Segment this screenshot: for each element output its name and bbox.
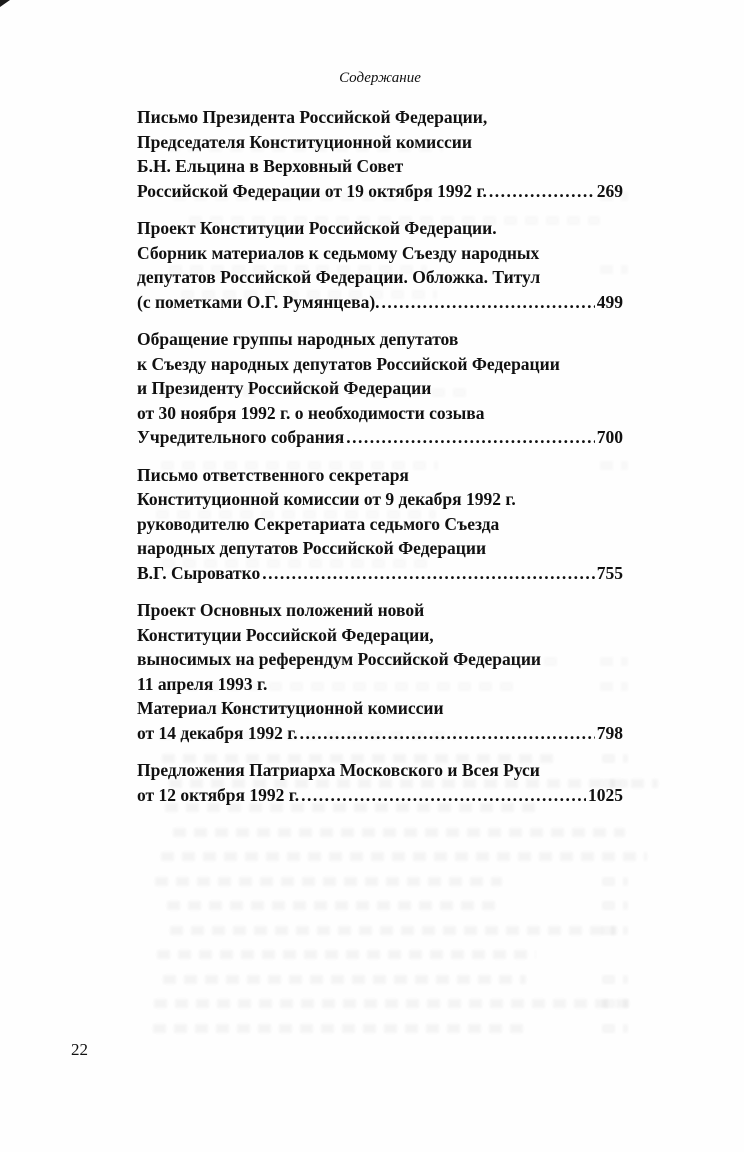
toc-entry-line: (с пометками О.Г. Румянцева).: [137, 291, 380, 312]
toc-entry-lastline: [137, 179, 623, 204]
bleed-through-text: [163, 975, 526, 984]
toc-list: [137, 105, 623, 807]
toc-page-number: 755: [596, 562, 623, 583]
page-number: 22: [71, 1040, 88, 1059]
toc-entry-line: Материал Конституционной комиссии: [137, 698, 444, 718]
toc-entry-line: от 30 ноября 1992 г. о необходимости созыва: [137, 402, 485, 423]
bleed-through-text: [161, 852, 647, 861]
toc-entry-line: от 14 декабря 1992 г.: [137, 722, 298, 743]
toc-entry-lastline: [137, 290, 623, 315]
toc-content: [137, 70, 623, 820]
dot-leader: [262, 561, 594, 586]
toc-page-number: 499: [596, 291, 623, 312]
toc-page-number: 700: [596, 427, 623, 447]
bleed-through-text: [602, 901, 628, 910]
toc-entry-line: руководителю Секретариата седьмого Съезда: [137, 513, 500, 534]
toc-entry-line: Сборник материалов к седьмому Съезду народных: [137, 242, 540, 263]
toc-entry: [137, 327, 623, 450]
bleed-through-text: [173, 828, 625, 837]
toc-entry: [137, 598, 623, 745]
toc-entry-line: Конституционной комиссии от 9 декабря 1992 г.: [137, 489, 516, 509]
bleed-through-text: [602, 975, 628, 984]
bleed-through-text: [153, 1024, 526, 1033]
toc-entry-line: и Президенту Российской Федерации: [137, 378, 432, 398]
toc-entry-line: Предложения Патриарха Московского и Всея Руси: [137, 760, 540, 780]
toc-entry-line: Проект Конституции Российской Федерации.: [137, 218, 497, 238]
scan-corner-artifact: [0, 0, 10, 7]
toc-entry-line: Учредительного собрания: [137, 427, 345, 447]
toc-entry: [137, 758, 623, 807]
bleed-through-text: [167, 901, 497, 910]
bleed-through-text: [602, 1024, 628, 1033]
toc-entry: [137, 216, 623, 314]
toc-entry-line: Проект Основных положений новой: [137, 600, 425, 620]
bleed-through-text: [602, 999, 628, 1008]
toc-entry-line: Российской Федерации от 19 октября 1992 г.: [137, 180, 487, 201]
toc-page-number: 798: [596, 722, 623, 743]
toc-entry-line: от 12 октября 1992 г.: [137, 784, 300, 805]
toc-entry-lastline: [137, 783, 623, 808]
toc-entry: [137, 463, 623, 586]
toc-page-number: 269: [596, 180, 623, 201]
toc-entry-line: Б.Н. Ельцина в Верховный Совет: [137, 156, 404, 176]
bleed-through-text: [154, 999, 633, 1008]
page-header: Содержание: [339, 70, 421, 86]
bleed-through-text: [602, 877, 628, 886]
bleed-through-text: [155, 877, 502, 886]
toc-page-number: 1025: [588, 784, 623, 805]
toc-entry-lastline: [137, 561, 623, 586]
dot-leader: [346, 425, 595, 450]
toc-entry-line: Письмо Президента Российской Федерации,: [137, 107, 488, 127]
toc-entry-line: Председателя Конституционной комиссии: [137, 131, 472, 152]
bleed-through-text: [602, 926, 628, 935]
dot-leader: [382, 290, 595, 315]
toc-entry-line: Конституции Российской Федерации,: [137, 624, 434, 645]
toc-entry-line: народных депутатов Российской Федерации: [137, 538, 487, 558]
toc-entry-line: к Съезду народных депутатов Российской Федерации: [137, 353, 560, 374]
toc-entry-lastline: [137, 425, 623, 450]
toc-entry-line: Письмо ответственного секретаря: [137, 464, 409, 485]
dot-leader: [301, 783, 586, 808]
toc-entry-lastline: [137, 721, 623, 746]
toc-entry-line: Обращение группы народных депутатов: [137, 329, 459, 349]
toc-entry-line: В.Г. Сыроватко: [137, 562, 261, 583]
dot-leader: [300, 721, 595, 746]
toc-entry-line: депутатов Российской Федерации. Обложка. Титул: [137, 267, 541, 287]
toc-entry-line: выносимых на референдум Российской Федерации: [137, 649, 542, 669]
toc-entry-line: 11 апреля 1993 г.: [137, 673, 268, 694]
bleed-through-text: [157, 950, 536, 959]
bleed-through-text: [170, 926, 617, 935]
toc-entry: [137, 105, 623, 203]
dot-leader: [489, 179, 595, 204]
